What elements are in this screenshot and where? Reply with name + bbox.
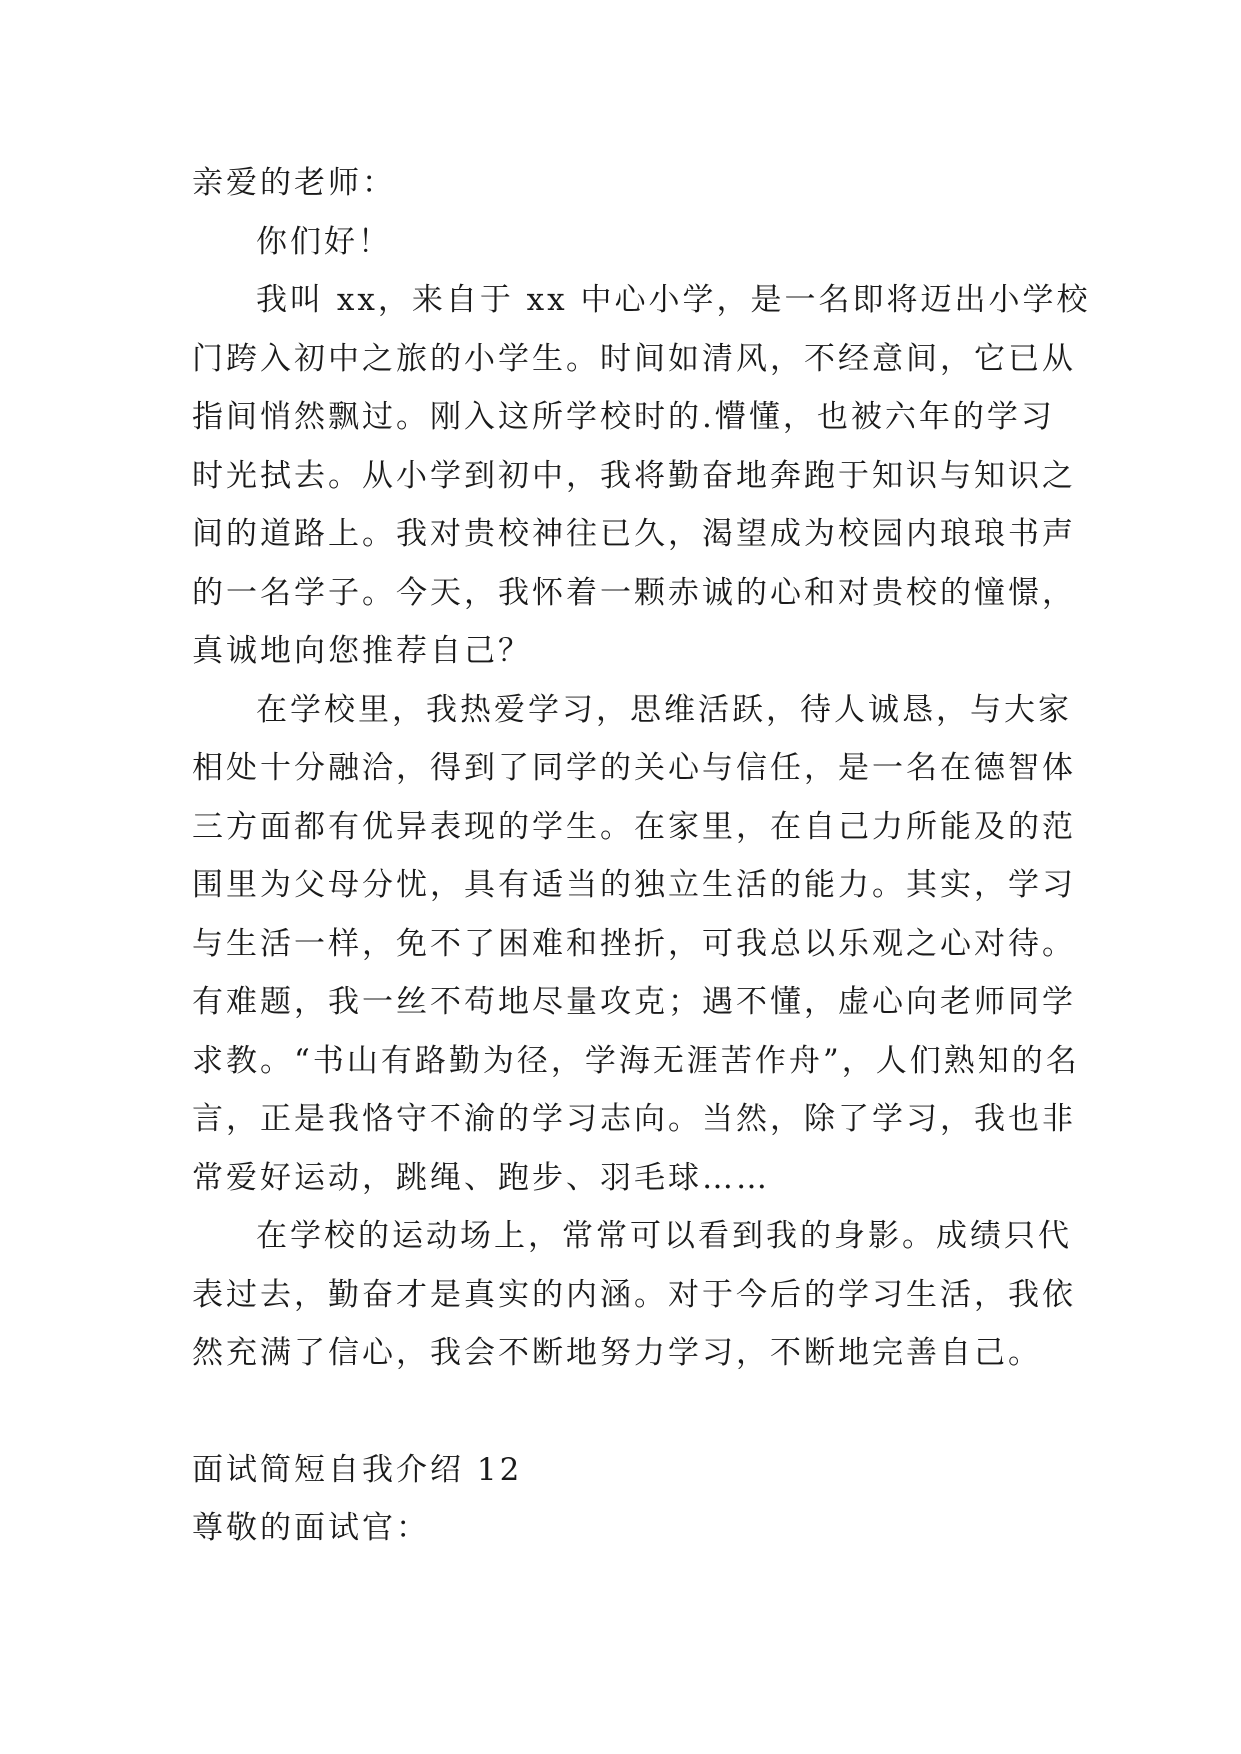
paragraph-line: 门跨入初中之旅的小学生。时间如清风，不经意间，它已从 — [192, 340, 1076, 377]
paragraph-school-life — [192, 681, 1080, 1208]
paragraph-line: 在学校里，我热爱学习，思维活跃，待人诚恳，与大家 — [256, 691, 1072, 728]
paragraph-line: 表过去，勤奋才是真实的内涵。对于今后的学习生活，我依 — [192, 1276, 1076, 1313]
paragraph-line: 常爱好运动，跳绳、跑步、羽毛球…… — [192, 1159, 770, 1196]
section-salutation: 尊敬的面试官： — [192, 1510, 430, 1546]
paragraph-line: 在学校的运动场上，常常可以看到我的身影。成绩只代 — [256, 1218, 1072, 1254]
salutation: 亲爱的老师： — [192, 165, 396, 201]
paragraph-line: 时光拭去。从小学到初中，我将勤奋地奔跑于知识与知识之 — [192, 457, 1076, 494]
paragraph-line: 与生活一样，免不了困难和挫折，可我总以乐观之心对待。 — [192, 925, 1076, 962]
paragraph-line: 围里为父母分忧，具有适当的独立生活的能力。其实，学习 — [192, 867, 1076, 903]
paragraph-line: 三方面都有优异表现的学生。在家里，在自己力所能及的范 — [192, 808, 1076, 845]
document-body — [192, 154, 1091, 1558]
paragraph-line: 然充满了信心，我会不断地努力学习，不断地完善自己。 — [192, 1335, 1042, 1371]
paragraph-self-intro — [192, 271, 1091, 681]
greeting: 你们好！ — [256, 223, 392, 260]
section-heading: 面试简短自我介绍 12 — [192, 1451, 523, 1488]
paragraph-line: 指间悄然飘过。刚入这所学校时的.懵懂，也被六年的学习 — [192, 399, 1055, 435]
paragraph-line: 有难题，我一丝不苟地尽量攻克；遇不懂，虚心向老师同学 — [192, 984, 1076, 1020]
paragraph-line: 间的道路上。我对贵校神往已久，渴望成为校园内琅琅书声 — [192, 516, 1076, 552]
section-spacer — [192, 1383, 1072, 1441]
paragraph-line: 我叫 xx，来自于 xx 中心小学，是一名即将迈出小学校 — [256, 282, 1091, 318]
paragraph-line: 真诚地向您推荐自己？ — [192, 633, 532, 669]
paragraph-line: 求教。“书山有路勤为径，学海无涯苦作舟”，人们熟知的名 — [192, 1042, 1080, 1079]
paragraph-line: 言，正是我恪守不渝的学习志向。当然，除了学习，我也非 — [192, 1101, 1076, 1137]
paragraph-line: 的一名学子。今天，我怀着一颗赤诚的心和对贵校的憧憬， — [192, 574, 1076, 611]
paragraph-line: 相处十分融洽，得到了同学的关心与信任，是一名在德智体 — [192, 750, 1076, 786]
paragraph-conclusion — [192, 1207, 1076, 1383]
